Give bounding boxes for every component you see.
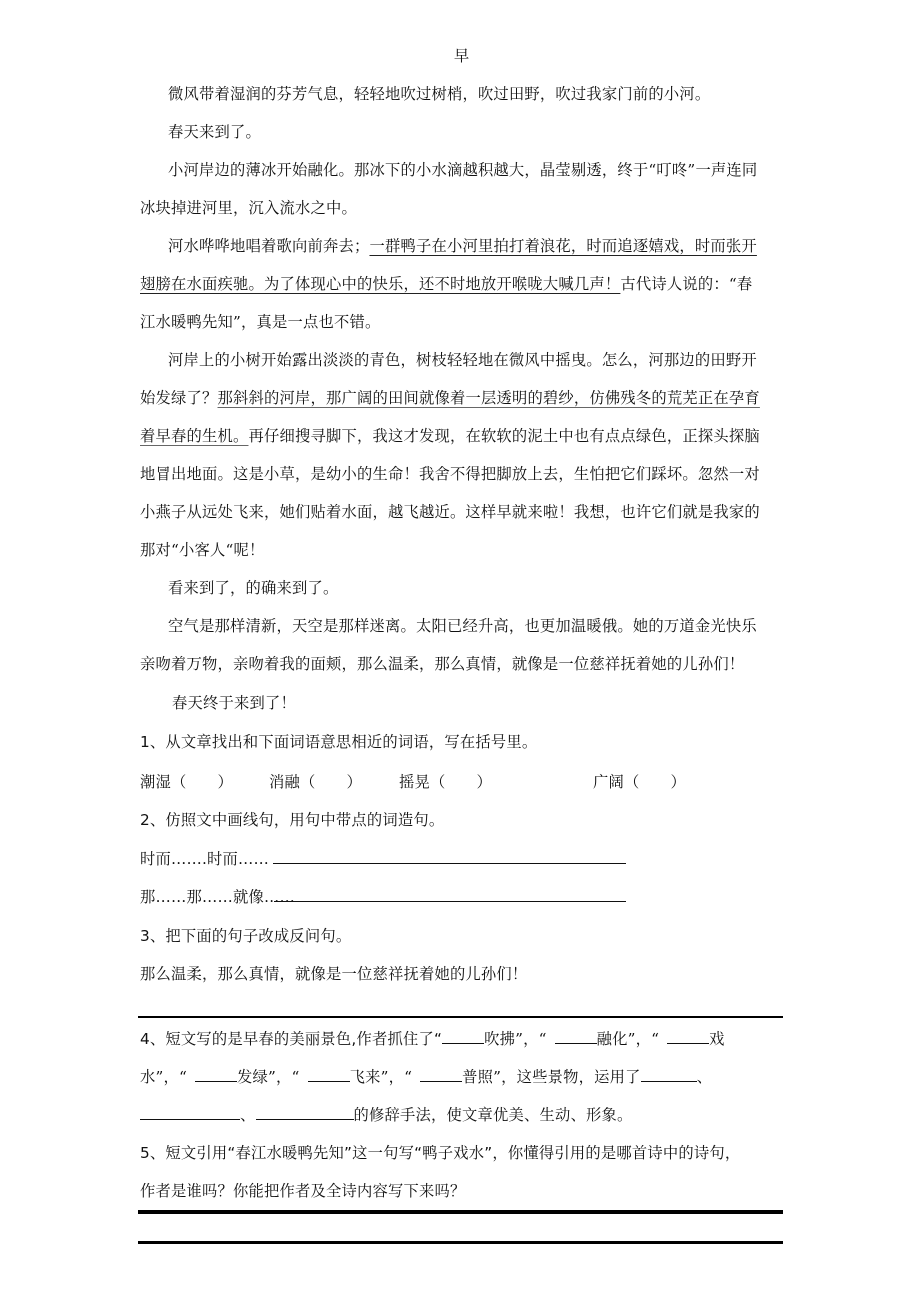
answer-blank[interactable] <box>442 1029 484 1044</box>
answer-blank[interactable] <box>555 1029 597 1044</box>
answer-blank[interactable] <box>195 1067 237 1082</box>
passage-paragraph-5-line-2 <box>140 388 760 408</box>
answer-blank[interactable] <box>274 887 626 902</box>
question-5-line-1 <box>140 1143 740 1163</box>
question-3-sentence: 那么温柔，那么真情，就像是一位慈祥抚着她的儿孙们！ <box>140 965 528 983</box>
sentence-pattern-2: 那……那……就像…… <box>140 888 295 906</box>
question-5-line-2: 作者是谁吗？你能把作者及全诗内容写下来吗？ <box>140 1182 466 1200</box>
question-2-item-1 <box>140 849 626 869</box>
passage-paragraph-5-line-5: 小燕子从远处飞来，她们贴着水面，越飞越近。这样早就来啦！我想，也许它们就是我家的 <box>140 503 760 521</box>
question-4-line-2 <box>140 1067 712 1087</box>
answer-line-question-5-thick[interactable] <box>138 1210 783 1214</box>
passage-paragraph-5-line-1: 河岸上的小树开始露出淡淡的青色，树枝轻轻地在微风中摇曳。怎么，河那边的田野开 <box>168 351 757 369</box>
answer-blank[interactable] <box>641 1067 697 1082</box>
question-4-line-1 <box>140 1029 725 1049</box>
question-4-text: 、 <box>696 1068 713 1086</box>
underlined-sentence: 一群鸭子在小河里拍打着浪花，时而追逐嬉戏，时而张开 <box>369 237 757 255</box>
underlined-sentence: 那斜斜的河岸，那广阔的田间就像着一层透明的碧纱，仿佛残冬的荒芜正在孕育 <box>217 389 760 407</box>
passage-paragraph-5-line-3 <box>140 426 760 446</box>
answer-blank[interactable] <box>140 1105 240 1120</box>
question-3-text: 3、把下面的句子改成反问句。 <box>140 927 352 945</box>
answer-line-question-5[interactable] <box>138 1241 783 1244</box>
question-4-line-3 <box>140 1105 632 1125</box>
question-5-text: 5、短文引用“春江水暖鸭先知”这一句写“鸭子戏水”，你懂得引用的是哪首诗中的诗句， <box>140 1144 741 1162</box>
question-4-text: 发绿”，“ <box>237 1068 300 1086</box>
passage-paragraph-4-line-1 <box>140 236 757 256</box>
answer-blank[interactable] <box>420 1067 462 1082</box>
word-blank-3[interactable]: 摇晃（ ） <box>399 773 492 791</box>
question-4-text: 吹拂”，“ <box>484 1030 547 1048</box>
passage-paragraph-6: 看来到了，的确来到了。 <box>168 579 339 597</box>
word-blank-1[interactable]: 潮湿（ ） <box>140 773 233 791</box>
passage-paragraph-3-line-2: 冰块掉进河里，沉入流水之中。 <box>140 199 357 217</box>
answer-blank[interactable] <box>308 1067 350 1082</box>
word-blank-2[interactable]: 消融（ ） <box>269 773 362 791</box>
question-2-item-2 <box>140 887 626 907</box>
question-2-prompt <box>140 810 444 830</box>
passage-text: 古代诗人说的：“春 <box>620 275 753 293</box>
question-4-text: 飞来”，“ <box>349 1068 413 1086</box>
question-1-prompt <box>140 732 537 752</box>
underlined-sentence: 翅膀在水面疾驰。为了体现心中的快乐，还不时地放开喉咙大喊几声！ <box>140 275 621 293</box>
question-4-text: 戏 <box>709 1030 725 1048</box>
passage-paragraph-4-line-3: 江水暖鸭先知”，真是一点也不错。 <box>140 313 381 331</box>
answer-blank[interactable] <box>667 1029 709 1044</box>
question-4-text: 的修辞手法，使文章优美、生动、形象。 <box>353 1106 633 1124</box>
passage-text: 始发绿了？ <box>140 389 218 407</box>
question-1-words <box>140 772 686 792</box>
passage-paragraph-7-line-2: 亲吻着万物，亲吻着我的面颊，那么温柔，那么真情，就像是一位慈祥抚着她的儿孙们！ <box>140 655 745 673</box>
question-4-text: 普照”，这些景物，运用了 <box>462 1068 641 1086</box>
answer-blank[interactable] <box>273 849 626 864</box>
question-2-text: 2、仿照文中画线句，用句中带点的词造句。 <box>140 811 445 829</box>
question-4-text: 、 <box>240 1106 256 1124</box>
passage-paragraph-7-line-1: 空气是那样清新，天空是那样迷离。太阳已经升高，也更加温暖俄。她的万道金光快乐 <box>168 617 757 635</box>
passage-paragraph-8: 春天终于来到了！ <box>172 694 296 712</box>
question-4-text: 水”，“ <box>140 1068 188 1086</box>
passage-text: 河水哗哗地唱着歌向前奔去； <box>168 237 370 255</box>
question-3-prompt <box>140 926 351 946</box>
passage-paragraph-3-line-1: 小河岸边的薄冰开始融化。那冰下的小水滴越积越大，晶莹剔透，终于“叮咚”一声连同 <box>168 161 758 179</box>
document-title: 早 <box>453 47 470 65</box>
passage-paragraph-5-line-4: 地冒出地面。这是小草，是幼小的生命！我舍不得把脚放上去，生怕把它们踩坏。忽然一对 <box>140 465 760 483</box>
sentence-pattern-1: 时而…….时而…… <box>140 850 270 868</box>
question-4-text: 融化”，“ <box>596 1030 660 1048</box>
passage-paragraph-4-line-2 <box>140 274 752 294</box>
underlined-sentence: 着早春的生机。 <box>140 427 249 445</box>
passage-paragraph-1: 微风带着湿润的芬芳气息，轻轻地吹过树梢，吹过田野，吹过我家门前的小河。 <box>168 85 711 103</box>
passage-paragraph-5-line-6: 那对“小客人“呢！ <box>140 541 265 559</box>
passage-text: 再仔细搜寻脚下，我这才发现，在软软的泥土中也有点点绿色，正探头探脑 <box>248 427 760 445</box>
question-4-text: 4、短文写的是早春的美丽景色,作者抓住了“ <box>140 1030 443 1048</box>
answer-line-question-3[interactable] <box>138 1016 783 1018</box>
word-blank-4[interactable]: 广阔（ ） <box>593 773 686 791</box>
passage-paragraph-2: 春天来到了。 <box>168 123 261 141</box>
answer-blank[interactable] <box>256 1105 354 1120</box>
question-1-text: 1、从文章找出和下面词语意思相近的词语，写在括号里。 <box>140 733 538 751</box>
